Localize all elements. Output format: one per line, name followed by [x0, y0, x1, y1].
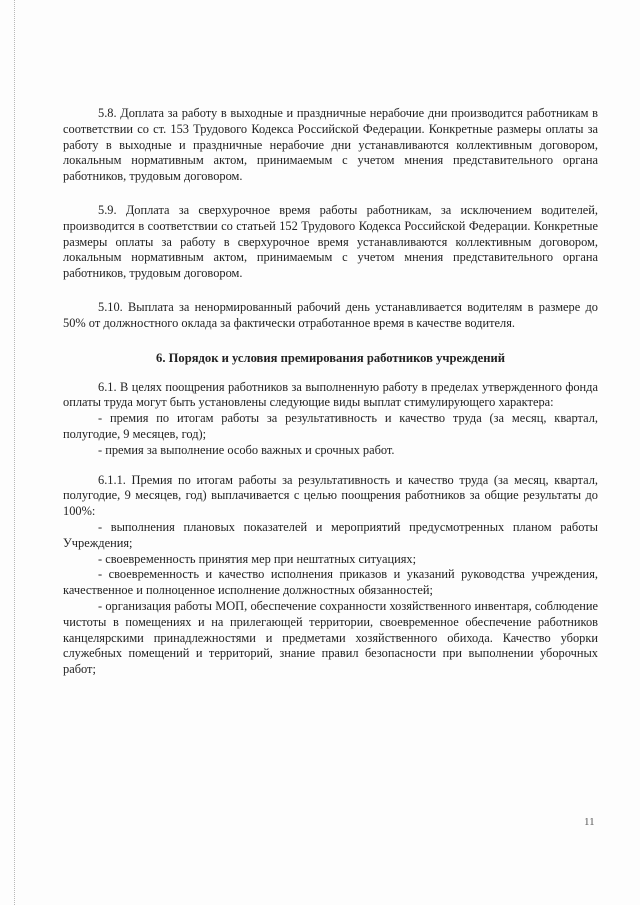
- document-body: [63, 106, 598, 678]
- list-item: - выполнения плановых показателей и мероприятий предусмотренных планом работы Учреждения;: [63, 519, 598, 550]
- paragraph-6-1: 6.1. В целях поощрения работников за выполненную работу в пределах утвержденного фонда оплаты труда могут быть установлены следующие виды выплат стимулирующего характера:: [63, 379, 598, 410]
- paragraph-5-8: 5.8. Доплата за работу в выходные и праздничные нерабочие дни производится работникам в соответствии со ст. 153 Трудового Кодекса Российской Федерации. Конкретные размеры оплаты за работу в выходные и праздничные нерабочие дни устанавливаются коллективным договором, локальным нормативным актом, принимаемым с учетом мнения представительного органа работников, трудовым договором.: [63, 106, 598, 184]
- list-item: - своевременность и качество исполнения приказов и указаний руководства учреждения, качественное и полноценное исполнение должностных обязанностей;: [63, 567, 598, 598]
- paragraph-6-1-1: 6.1.1. Премия по итогам работы за результативность и качество труда (за месяц, квартал, полугодие, 9 месяцев, год) выплачивается с целью поощрения работников за общие результаты до 100%:: [63, 472, 598, 519]
- section-heading-6: 6. Порядок и условия премирования работников учреждений: [156, 350, 505, 365]
- list-item: - премия за выполнение особо важных и срочных работ.: [98, 442, 395, 457]
- list-item: - организация работы МОП, обеспечение сохранности хозяйственного инвентаря, соблюдение чистоты в помещениях и на прилегающей территории, своевременное обеспечение работников канцелярскими принадлежностями и предметами хозяйственного обихода. Качество уборки служебных помещений и территорий, знание правил безопасности при выполнении уборочных работ;: [63, 598, 598, 677]
- list-item: - премия по итогам работы за результативность и качество труда (за месяц, квартал, полугодие, 9 месяцев, год);: [63, 411, 598, 441]
- page-number: 11: [584, 816, 595, 828]
- paragraph-5-9: 5.9. Доплата за сверхурочное время работы работникам, за исключением водителей, производится в соответствии со статьей 152 Трудового Кодекса Российской Федерации. Конкретные размеры оплаты за работу в сверхурочное время устанавливаются коллективным договором, локальным нормативным актом, принимаемым с учетом мнения представительного органа работников, трудовым договором.: [63, 202, 598, 281]
- scan-edge-line: [14, 0, 15, 905]
- list-item: - своевременность принятия мер при нештатных ситуациях;: [98, 551, 417, 566]
- paragraph-5-10: 5.10. Выплата за ненормированный рабочий день устанавливается водителям в размере до 50% от должностного оклада за фактически отработанное время в качестве водителя.: [63, 299, 598, 330]
